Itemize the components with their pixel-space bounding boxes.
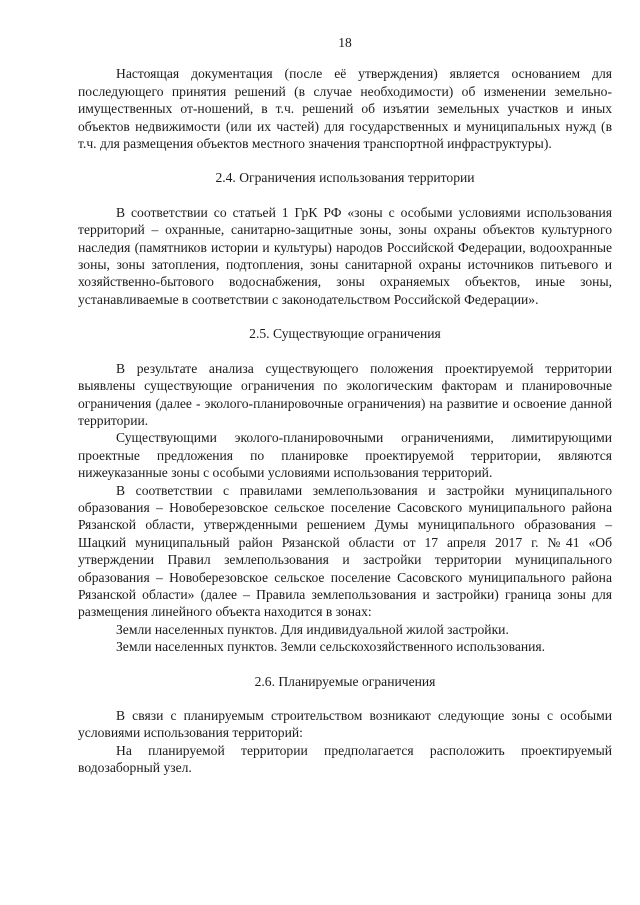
section-2-5-paragraph-2: Существующими эколого-планировочными ограничениями, лимитирующими проектные предложения по планировке проектируемой территории, являются нижеуказанные зоны с особыми условиями использования территорий. bbox=[78, 430, 612, 481]
section-2-6-paragraph-2: На планируемой территории предполагается расположить проектируемый водозаборный узел. bbox=[78, 742, 612, 776]
section-2-5-zone-2: Земли населенных пунктов. Земли сельскохозяйственного использования. bbox=[116, 639, 546, 655]
section-2-4-heading: 2.4. Ограничения использования территории bbox=[215, 170, 475, 186]
section-2-5-heading: 2.5. Существующие ограничения bbox=[249, 326, 441, 342]
section-2-6-paragraph-1: В связи с планируемым строительством возникают следующие зоны с особыми условиями использования территорий: bbox=[78, 708, 612, 741]
page-number: 18 bbox=[338, 35, 352, 50]
section-2-5-paragraph-1: В результате анализа существующего положения проектируемой территории выявлены существующие ограничения по экологическим факторам и планировочные ограничения (далее - эколого-планировочные ограничения) на развитие и освоение данной территории. bbox=[78, 360, 612, 428]
section-2-6-heading: 2.6. Планируемые ограничения bbox=[254, 673, 436, 689]
section-2-5-zone-1: Земли населенных пунктов. Для индивидуальной жилой застройки. bbox=[116, 621, 509, 637]
intro-paragraph: Настоящая документация (после её утверждения) является основанием для последующего принятия решений (в случае необходимости) об изменении земельно-имущественных от-ношений, в т.ч. решений об изъятии земельных участков и иных объектов недвижимости (или их частей) для государственных и муниципальных нужд (в т.ч. для размещения объектов местного значения транспортной инфраструктуры). bbox=[78, 66, 612, 152]
section-2-4-paragraph: В соответствии со статьей 1 ГрК РФ «зоны с особыми условиями использования территорий – охранные, санитарно-защитные зоны, зоны охраны объектов культурного наследия (памятников истории и культуры) народов Российской Федерации, водоохранные зоны, зоны затопления, подтопления, зоны санитарной охраны источников питьевого и хозяйственно-бытового водоснабжения, зоны охраняемых объектов, иные зоны, устанавливаемые в соответствии с законодательством Российской Федерации». bbox=[78, 204, 612, 307]
section-2-5-paragraph-3: В соответствии с правилами землепользования и застройки муниципального образования – Новоберезовское сельское поселение Сасовского муниципального района Рязанской области, утвержденными решением Думы муниципального образования – Шацкий муниципальный район Рязанской области от 17 апреля 2017 г. №41 «Об утверждении Правил землепользования и застройки территории муниципального образования – Новоберезовское сельское поселение Сасовского муниципального района Рязанской области» (далее – Правила землепользования и застройки) граница зоны для размещения линейного объекта находится в зонах: bbox=[78, 482, 612, 620]
document-page bbox=[78, 34, 612, 777]
